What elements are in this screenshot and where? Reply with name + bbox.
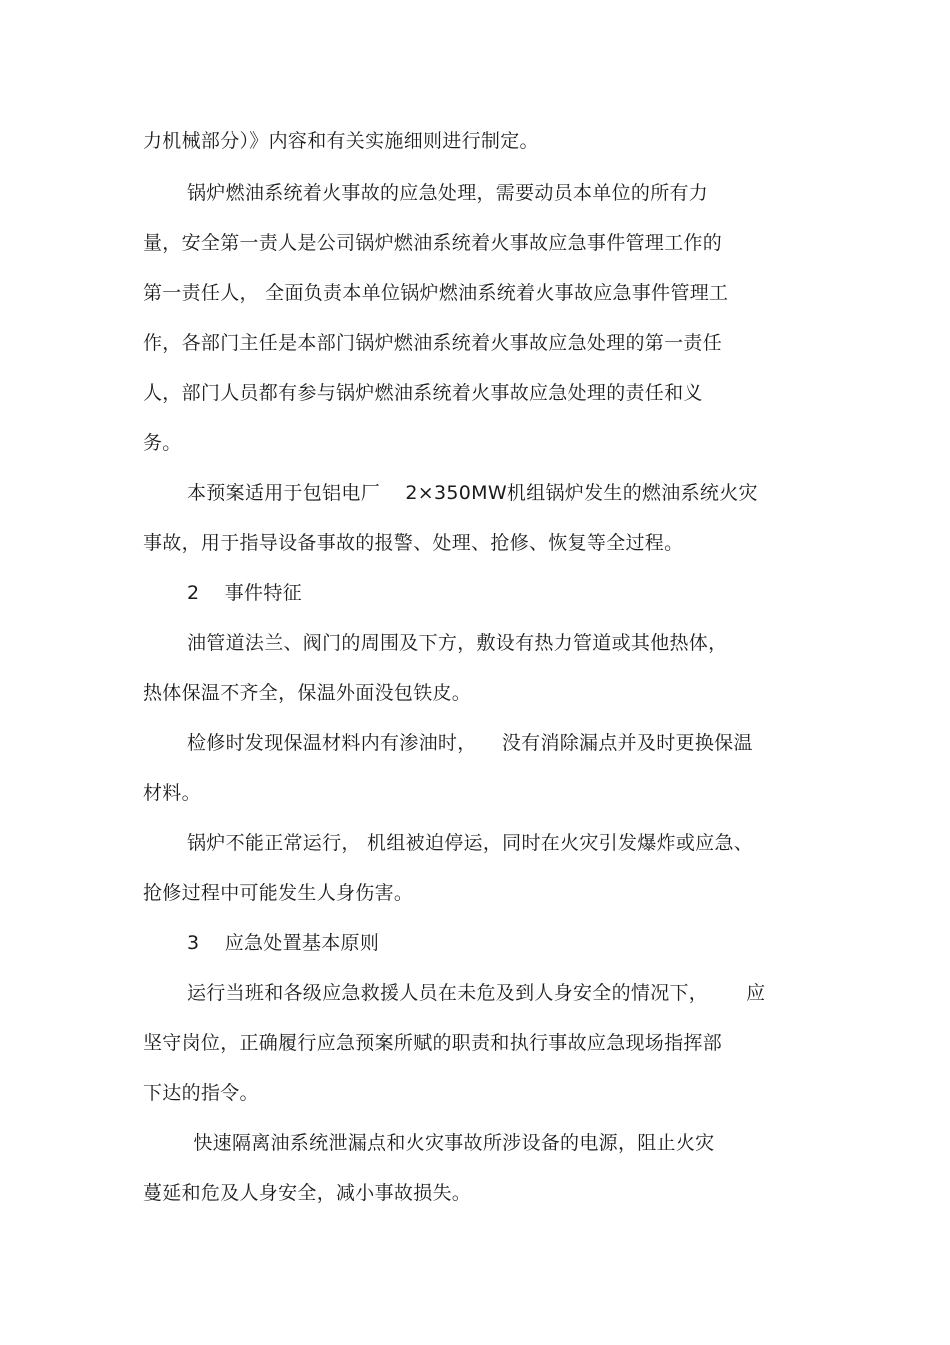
text-line: 人，部门人员都有参与锅炉燃油系统着火事故应急处理的责任和义 — [143, 382, 703, 404]
paragraph-first-line: 锅炉燃油系统着火事故的应急处理，需要动员本单位的所有力 — [187, 182, 709, 204]
paragraph-first-line: 快速隔离油系统泄漏点和火灾事故所涉设备的电源，阻止火灾 — [187, 1132, 715, 1154]
text-line: 作，各部门主任是本部门锅炉燃油系统着火事故应急处理的第一责任 — [143, 332, 723, 354]
paragraph-first-line: 检修时发现保温材料内有渗油时， 没有消除漏点并及时更换保温 — [187, 732, 753, 754]
text-line: 务。 — [143, 432, 182, 454]
text-line: 事故，用于指导设备事故的报警、处理、抢修、恢复等全过程。 — [143, 532, 684, 554]
paragraph-first-line: 锅炉不能正常运行， 机组被迫停运，同时在火灾引发爆炸或应急、 — [187, 832, 754, 854]
text-line: 力机械部分）》内容和有关实施细则进行制定。 — [143, 130, 539, 152]
paragraph-first-line: 油管道法兰、阀门的周围及下方，敷设有热力管道或其他热体， — [187, 632, 728, 654]
text-line: 坚守岗位，正确履行应急预案所赋的职责和执行事故应急现场指挥部 — [143, 1032, 723, 1054]
text-line: 热体保温不齐全，保温外面没包铁皮。 — [143, 682, 472, 704]
paragraph-first-line: 运行当班和各级应急救援人员在未危及到人身安全的情况下， 应 — [187, 982, 766, 1004]
text-line: 蔓延和危及人身安全，减小事故损失。 — [143, 1182, 472, 1204]
section-heading: 2 事件特征 — [187, 582, 302, 604]
section-heading: 3 应急处置基本原则 — [187, 932, 380, 954]
text-line: 材料。 — [143, 782, 201, 804]
paragraph-first-line: 本预案适用于包铝电厂 2×350MW机组锅炉发生的燃油系统火灾 — [187, 482, 758, 504]
text-line: 抢修过程中可能发生人身伤害。 — [143, 882, 414, 904]
text-line: 第一责任人， 全面负责本单位锅炉燃油系统着火事故应急事件管理工 — [143, 282, 729, 304]
text-line: 量，安全第一责人是公司锅炉燃油系统着火事故应急事件管理工作的 — [143, 232, 723, 254]
text-line: 下达的指令。 — [143, 1082, 259, 1104]
